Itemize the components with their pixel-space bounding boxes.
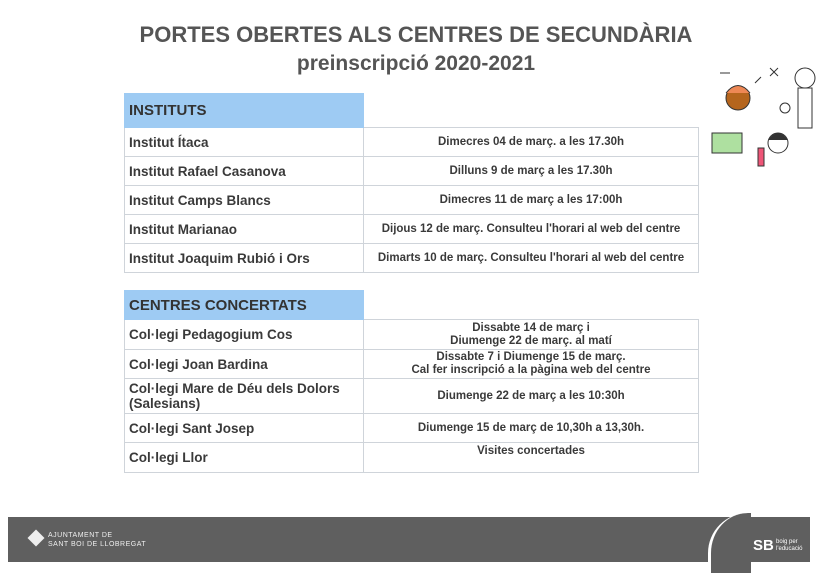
sb-tagline [776,539,803,553]
school-name: Institut Ítaca [125,128,364,157]
table-row [125,215,699,244]
footer-bar [8,517,810,562]
sb-tagline-2: l'educació [776,546,803,552]
school-name: Institut Marianao [125,215,364,244]
table-row [125,414,699,443]
school-name: Institut Joaquim Rubió i Ors [125,244,364,273]
school-name: Col·legi Joan Bardina [125,350,364,379]
school-name: Col·legi Sant Josep [125,414,364,443]
table-row [125,157,699,186]
blank-cell [364,94,699,128]
school-name: Institut Rafael Casanova [125,157,364,186]
visit-date-line2: Cal fer inscripció a la pàgina web del centre [411,364,651,376]
children-illustration [700,48,825,173]
table-row [125,350,699,379]
blank-cell [364,291,699,320]
school-name: Col·legi Llor [125,443,364,473]
school-name: Institut Camps Blancs [125,186,364,215]
visit-date: Dijous 12 de març. Consulteu l'horari al web del centre [364,215,699,244]
sb-tagline-1: boig per [776,539,798,545]
table-row [125,128,699,157]
concertats-table [124,290,699,473]
sb-logo: SB [753,537,774,554]
visit-date: Dilluns 9 de març a les 17.30h [364,157,699,186]
table-row [125,320,699,350]
table-row [125,244,699,273]
school-name [125,379,364,414]
table-row [125,379,699,414]
ajuntament-shield-icon [28,530,45,547]
visit-date-line1: Dissabte 7 i Diumenge 15 de març. [436,351,626,363]
visit-date [364,320,699,350]
school-name-line2: (Salesians) [129,396,201,411]
footer-curve [708,513,751,573]
ajuntament-line2: SANT BOI DE LLOBREGAT [48,541,147,548]
page-title: PORTES OBERTES ALS CENTRES DE SECUNDÀRIA [139,22,693,47]
school-name-line1: Col·legi Mare de Déu dels Dolors [129,381,340,396]
visit-date: Diumenge 15 de març de 10,30h a 13,30h. [364,414,699,443]
concertats-header: CENTRES CONCERTATS [125,291,364,320]
visit-date [364,350,699,379]
instituts-header: INSTITUTS [125,94,364,128]
visit-date: Dimecres 11 de març a les 17:00h [364,186,699,215]
table-row [125,443,699,473]
page-subtitle: preinscripció 2020-2021 [296,52,536,75]
visit-date-line1: Dissabte 14 de març i [472,321,590,334]
school-name: Col·legi Pedagogium Cos [125,320,364,350]
visit-date: Diumenge 22 de març a les 10:30h [364,379,699,414]
ajuntament-line1: AJUNTAMENT DE [48,532,113,539]
table-row [125,186,699,215]
visit-date: Dimarts 10 de març. Consulteu l'horari al web del centre [364,244,699,273]
visit-date: Dimecres 04 de març. a les 17.30h [364,128,699,157]
ajuntament-logo-text [48,531,146,549]
instituts-table [124,93,699,273]
visit-date: Visites concertades [364,443,699,473]
visit-date-line2: Diumenge 22 de març. al matí [450,334,612,347]
